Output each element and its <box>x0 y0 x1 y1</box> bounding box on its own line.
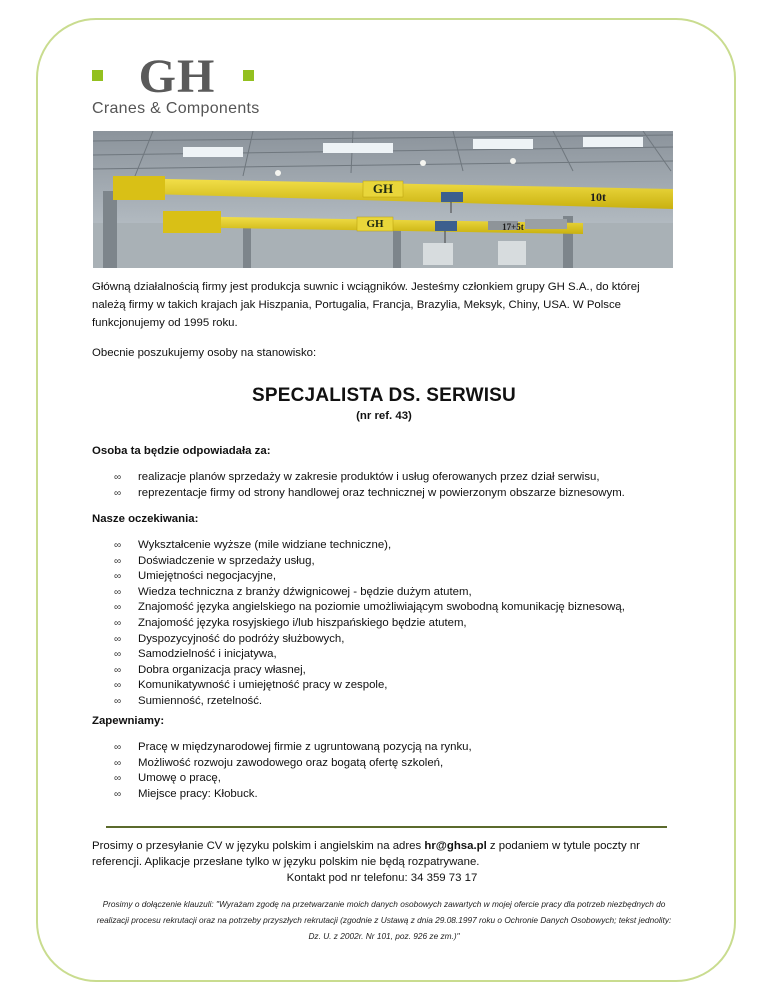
bullet-icon: ∞ <box>114 649 122 661</box>
bullet-icon: ∞ <box>114 695 122 707</box>
list-item-text: Doświadczenie w sprzedaży usług, <box>138 554 315 567</box>
job-reference: (nr ref. 43) <box>356 410 412 422</box>
list-item <box>92 756 472 772</box>
list-item-text: Pracę w międzynarodowej firmie z ugruntowaną pozycją na rynku, <box>138 741 472 753</box>
divider <box>106 826 667 828</box>
expectations-list <box>92 538 625 710</box>
list-item-text: Sumienność, rzetelność. <box>138 694 263 707</box>
list-item-text: Umiejętności negocjacyjne, <box>138 570 277 583</box>
list-item-text: Możliwość rozwoju zawodowego oraz bogatą ofertę szkoleń, <box>138 756 444 769</box>
bullet-icon: ∞ <box>114 540 122 551</box>
bullet-icon: ∞ <box>114 680 122 692</box>
list-item-text: Dyspozycyjność do podróży służbowych, <box>138 632 345 645</box>
responsibilities-list <box>92 470 625 501</box>
bullet-icon: ∞ <box>114 742 122 753</box>
bullet-icon: ∞ <box>114 571 122 583</box>
list-item-text: Samodzielność i inicjatywa, <box>138 648 277 661</box>
list-item-text: realizacje planów sprzedaży w zakresie produktów i usług oferowanych przez dział serwisu, <box>138 471 600 483</box>
list-item <box>92 771 472 787</box>
bullet-icon: ∞ <box>114 487 122 499</box>
crane-photo <box>93 131 673 268</box>
list-item <box>92 486 625 502</box>
list-item <box>92 616 625 632</box>
list-item <box>92 740 472 756</box>
list-item <box>92 694 625 710</box>
crane-lower-capacity: 17+5t <box>502 222 524 232</box>
crane-lower-brand: GH <box>366 218 384 230</box>
list-item <box>92 647 625 663</box>
list-item-text: reprezentacje firmy od strony handlowej oraz technicznej w powierzonym obszarze biznesowym. <box>138 486 625 499</box>
list-item-text: Znajomość języka angielskiego na poziomie umożliwiającym swobodną komunikację biznesową, <box>138 601 625 614</box>
gdpr-clause: Prosimy o dołączenie klauzuli: "Wyrażam zgodę na przetwarzanie moich danych osobowych zawartych w mojej ofercie pracy dla potrzeb niezbędnych do realizacji procesu rekrutacji oraz na potrzeby przyszłych rekrutacji (zgodnie z Ustawą z dnia 29.08.1997 roku o Ochronie Danych Osobowych; tekst jednolity: Dz. U. z 2002r. Nr 101, poz. 926 ze zm.)" <box>96 899 672 941</box>
bullet-icon: ∞ <box>114 602 122 614</box>
bullet-icon: ∞ <box>114 617 122 629</box>
list-item-text: Miejsce pracy: Kłobuck. <box>138 787 258 800</box>
offer-list <box>92 740 472 802</box>
logo-square-right <box>243 70 254 81</box>
contact-text-end: z podaniem w tytule poczty nr referencji. Aplikacje przesłane tylko w języku polskim nie będą rozpatrywane. <box>92 840 640 868</box>
bullet-icon: ∞ <box>114 773 122 785</box>
list-item-text: Umowę o pracę, <box>138 772 221 785</box>
company-logo <box>92 52 262 122</box>
bullet-icon: ∞ <box>114 555 122 567</box>
bullet-icon: ∞ <box>114 664 122 676</box>
responsibilities-heading: Osoba ta będzie odpowiadała za: <box>92 445 271 457</box>
list-item <box>92 678 625 694</box>
list-item <box>92 538 625 554</box>
contact-text: Prosimy o przesyłanie CV w języku polskim i angielskim na adres <box>92 840 425 852</box>
list-item-text: Znajomość języka rosyjskiego i/lub hiszpańskiego będzie atutem, <box>138 616 467 629</box>
list-item <box>92 600 625 616</box>
seeking-line: Obecnie poszukujemy osoby na stanowisko: <box>92 347 317 359</box>
list-item-text: Wiedza techniczna z branży dźwignicowej - będzie dużym atutem, <box>138 585 472 598</box>
bullet-icon: ∞ <box>114 757 122 769</box>
expectations-heading: Nasze oczekiwania: <box>92 513 199 525</box>
list-item-text: Komunikatywność i umiejętność pracy w zespole, <box>138 679 388 692</box>
bullet-icon: ∞ <box>114 472 122 483</box>
offer-heading: Zapewniamy: <box>92 715 165 727</box>
crane-upper-capacity: 10t <box>590 190 606 204</box>
list-item <box>92 470 625 486</box>
company-intro: Główną działalnością firmy jest produkcja suwnic i wciągników. Jesteśmy członkiem grupy GH S.A., do której należą firmy w takich krajach jak Hiszpania, Portugalia, Francja, Brazylia, Meksyk, Chiny, USA. W Polsce funkcjonujemy od 1995 roku. <box>92 281 640 329</box>
list-item <box>92 585 625 601</box>
list-item-text: Dobra organizacja pracy własnej, <box>138 663 306 676</box>
list-item <box>92 569 625 585</box>
bullet-icon: ∞ <box>114 633 122 645</box>
list-item <box>92 663 625 679</box>
bullet-icon: ∞ <box>114 586 122 598</box>
bullet-icon: ∞ <box>114 788 122 800</box>
email-link[interactable]: hr@ghsa.pl <box>424 840 487 852</box>
phone-line: Kontakt pod nr telefonu: 34 359 73 17 <box>286 872 478 884</box>
list-item <box>92 554 625 570</box>
list-item <box>92 632 625 648</box>
logo-mark: GH <box>138 50 216 103</box>
logo-tagline: Cranes & Components <box>92 100 260 117</box>
contact-block <box>92 838 672 886</box>
crane-upper-brand: GH <box>372 181 394 196</box>
list-item-text: Wykształcenie wyższe (mile widziane techniczne), <box>138 539 392 551</box>
list-item <box>92 787 472 803</box>
job-title: SPECJALISTA DS. SERWISU <box>252 385 516 406</box>
